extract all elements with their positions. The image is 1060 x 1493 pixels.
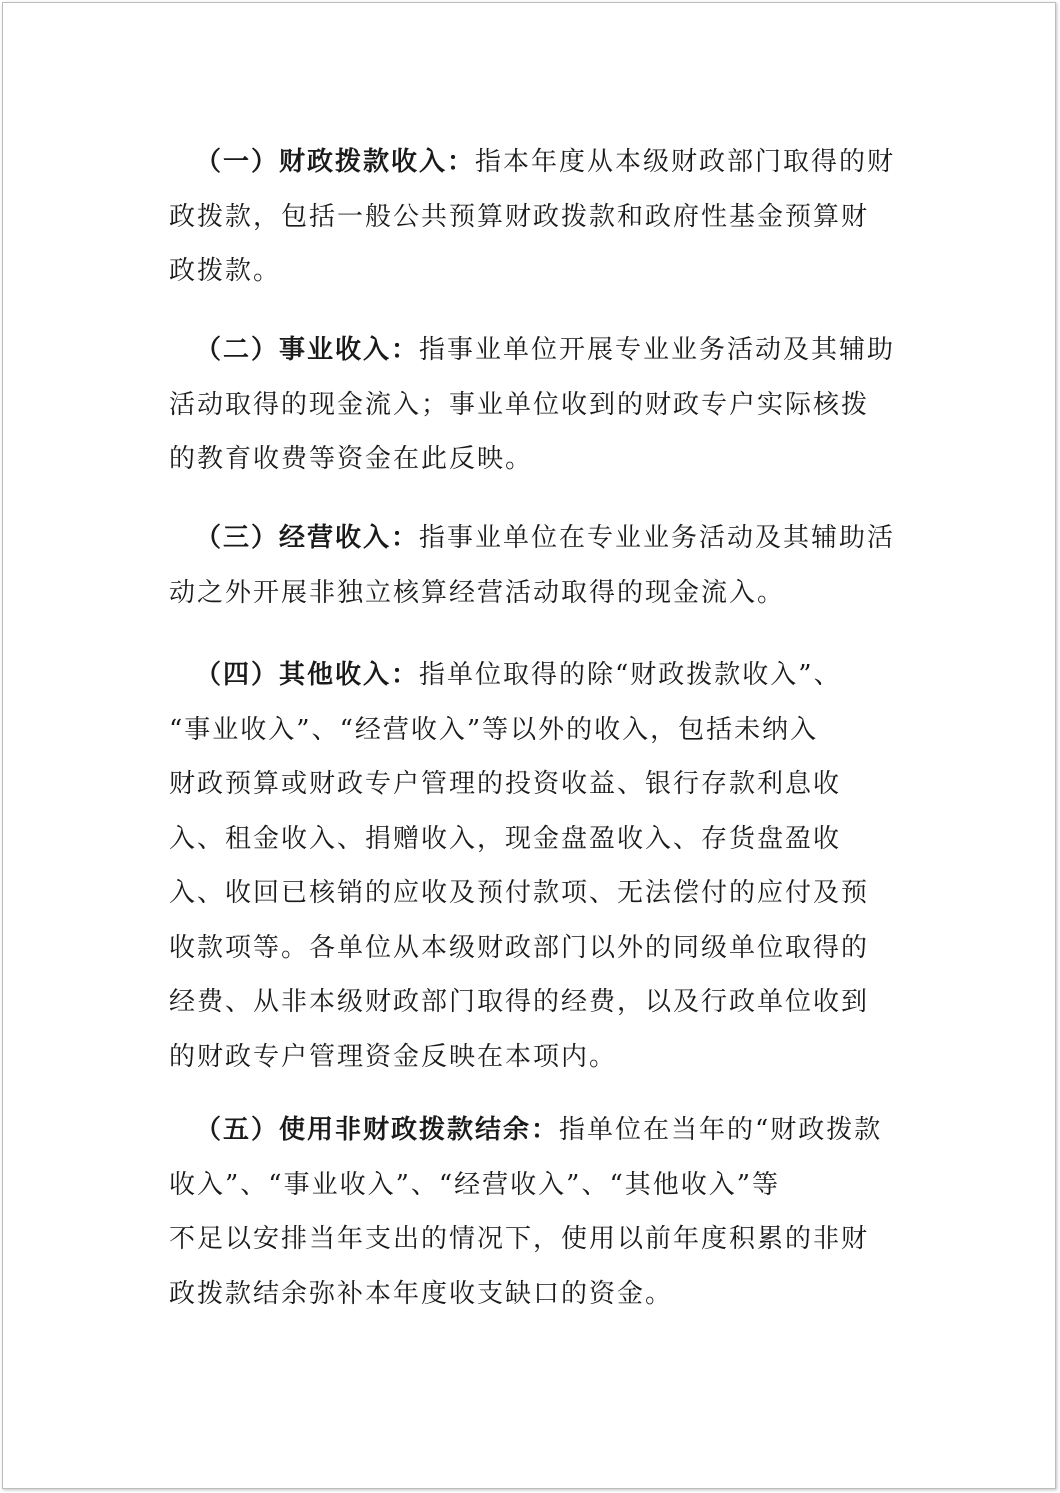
paragraph-line <box>169 1158 882 1213</box>
section-heading: （四）其他收入： <box>195 660 420 690</box>
paragraph-p2 <box>169 323 895 487</box>
paragraph-line <box>169 378 895 433</box>
paragraph-text: 指单位取得的除“财政拨款收入”、 <box>419 660 842 690</box>
section-heading: （三）经营收入： <box>195 523 420 553</box>
paragraph-text: 的教育收费等资金在此反映。 <box>169 444 534 474</box>
paragraph-text: 收款项等。各单位从本级财政部门以外的同级单位取得的 <box>169 932 870 963</box>
paragraph-text: 的财政专户管理资金反映在本项内。 <box>169 1041 618 1072</box>
paragraph-line <box>169 432 895 487</box>
paragraph-text: 入、收回已核销的应收及预付款项、无法偿付的应付及预 <box>169 878 870 908</box>
paragraph-line <box>169 1103 882 1158</box>
paragraph-line <box>169 812 869 867</box>
paragraph-line <box>169 866 869 921</box>
paragraph-text: 指事业单位开展专业业务活动及其辅助 <box>419 335 896 365</box>
paragraph-line <box>169 648 869 703</box>
paragraph-text: 指本年度从本级财政部门取得的财 <box>475 147 896 177</box>
section-heading: （一）财政拨款收入： <box>195 147 476 177</box>
paragraph-text: 入、租金收入、捐赠收入，现金盘盈收入、存货盘盈收 <box>169 823 842 854</box>
paragraph-line <box>169 757 869 812</box>
paragraph-line <box>169 921 869 976</box>
paragraph-text: 财政预算或财政专户管理的投资收益、银行存款利息收 <box>169 769 842 799</box>
paragraph-p1 <box>169 135 895 299</box>
paragraph-text: 指事业单位在专业业务活动及其辅助活 <box>419 523 896 553</box>
paragraph-line <box>169 1212 882 1267</box>
paragraph-line <box>169 244 895 299</box>
paragraph-line <box>169 1030 869 1085</box>
paragraph-p3 <box>169 511 895 620</box>
paragraph-line <box>169 323 895 378</box>
paragraph-text: 指单位在当年的“财政拨款 <box>559 1115 883 1145</box>
paragraph-text: 收入”、“事业收入”、“经营收入”、“其他收入”等 <box>169 1169 781 1200</box>
paragraph-text: “事业收入”、“经营收入”等以外的收入，包括未纳入 <box>169 714 819 745</box>
paragraph-line <box>169 511 895 566</box>
paragraph-text: 政拨款。 <box>169 256 282 286</box>
section-heading: （五）使用非财政拨款结余： <box>195 1115 560 1145</box>
paragraph-text: 政拨款结余弥补本年度收支缺口的资金。 <box>169 1278 674 1309</box>
paragraph-line <box>169 190 895 245</box>
paragraph-p5 <box>169 1103 882 1321</box>
document-page <box>2 2 1056 1489</box>
paragraph-line <box>169 703 869 758</box>
paragraph-line <box>169 566 895 621</box>
section-heading: （二）事业收入： <box>195 335 420 365</box>
paragraph-line <box>169 975 869 1030</box>
paragraph-text: 不足以安排当年支出的情况下，使用以前年度积累的非财 <box>169 1224 870 1254</box>
paragraph-p4 <box>169 648 869 1084</box>
paragraph-line <box>169 1267 882 1322</box>
paragraph-text: 政拨款，包括一般公共预算财政拨款和政府性基金预算财 <box>169 201 870 232</box>
paragraph-line <box>169 135 895 190</box>
paragraph-text: 动之外开展非独立核算经营活动取得的现金流入。 <box>169 577 786 608</box>
paragraph-text: 活动取得的现金流入；事业单位收到的财政专户实际核拨 <box>169 389 870 420</box>
paragraph-text: 经费、从非本级财政部门取得的经费，以及行政单位收到 <box>169 987 870 1017</box>
